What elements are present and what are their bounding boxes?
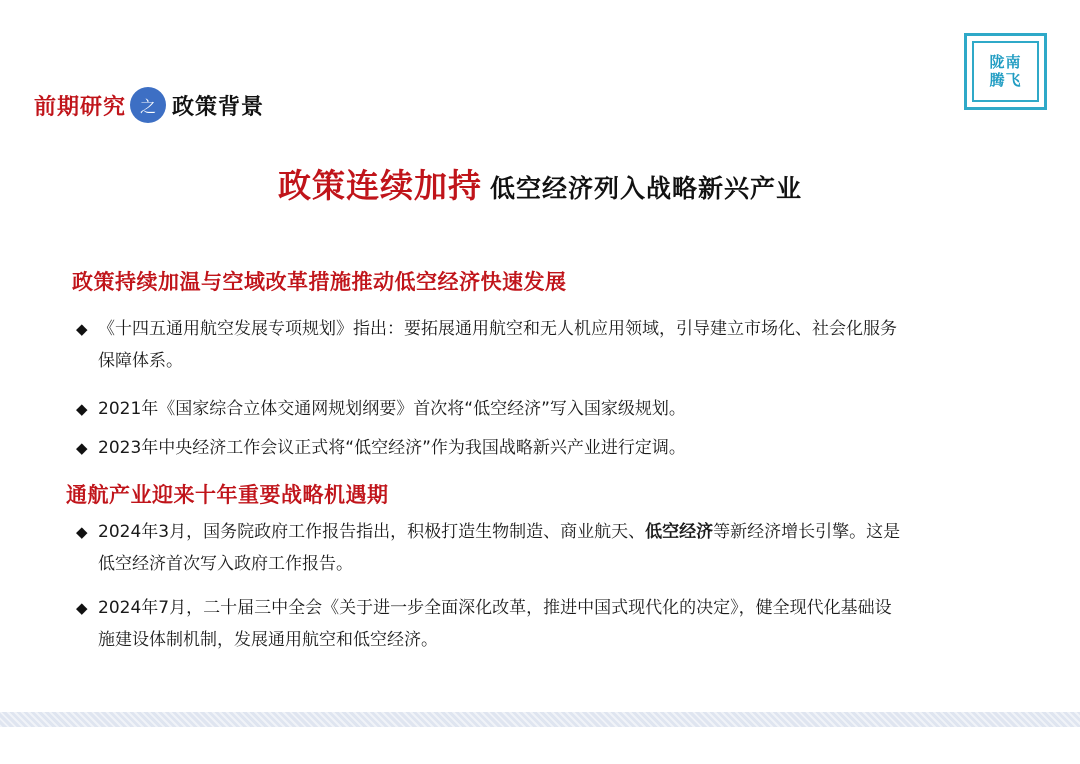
list-item	[76, 592, 1046, 656]
breadcrumb-connector-badge: 之	[130, 87, 166, 123]
bullet-diamond-icon: ◆	[76, 400, 88, 418]
list-item-text-part: 等新经济增长引擎。这是	[713, 522, 901, 542]
footer-band	[0, 712, 1080, 727]
list-item	[76, 313, 1046, 377]
list-item-text: 2021年《国家综合立体交通网规划纲要》首次将“低空经济”写入国家级规划。	[98, 399, 686, 419]
bullet-diamond-icon: ◆	[76, 523, 88, 541]
emphasis-text: 低空经济	[645, 522, 714, 542]
list-item-text: 2024年7月，二十届三中全会《关于进一步全面深化改革，推进中国式现代化的决定》，健全现代化基础设	[98, 598, 892, 618]
list-item-text: 2023年中央经济工作会议正式将“低空经济”作为我国战略新兴产业进行定调。	[98, 438, 686, 458]
list-item	[76, 432, 1046, 464]
page-title	[0, 160, 1080, 207]
bullet-diamond-icon: ◆	[76, 320, 88, 338]
list-item-text-continued: 保障体系。	[98, 351, 183, 371]
breadcrumb-main: 前期研究	[34, 94, 127, 120]
list-item-text-continued: 施建设体制机制，发展通用航空和低空经济。	[98, 630, 438, 650]
logo-line-2: 腾飞	[989, 70, 1022, 89]
list-item-text-part: 2024年3月，国务院政府工作报告指出，积极打造生物制造、商业航天、	[98, 522, 646, 542]
logo-line-1: 陇南	[989, 53, 1022, 72]
list-item-text-continued: 低空经济首次写入政府工作报告。	[98, 554, 353, 574]
page-title-subtitle: 低空经济列入战略新兴产业	[489, 174, 802, 203]
list-item	[76, 393, 1046, 425]
breadcrumb	[34, 88, 264, 122]
section-1-title: 政策持续加温与空域改革措施推动低空经济快速发展	[72, 270, 567, 294]
list-item-text	[98, 522, 900, 542]
breadcrumb-sub: 政策背景	[172, 94, 265, 120]
list-item	[76, 516, 1046, 580]
logo	[964, 33, 1047, 110]
list-item-text: 《十四五通用航空发展专项规划》指出：要拓展通用航空和无人机应用领域，引导建立市场化、社会化服务	[98, 319, 897, 339]
bullet-diamond-icon: ◆	[76, 599, 88, 617]
section-2-title: 通航产业迎来十年重要战略机遇期	[66, 483, 389, 507]
bullet-diamond-icon: ◆	[76, 439, 88, 457]
page-title-highlight: 政策连续加持	[277, 166, 482, 205]
logo-frame	[972, 41, 1039, 102]
